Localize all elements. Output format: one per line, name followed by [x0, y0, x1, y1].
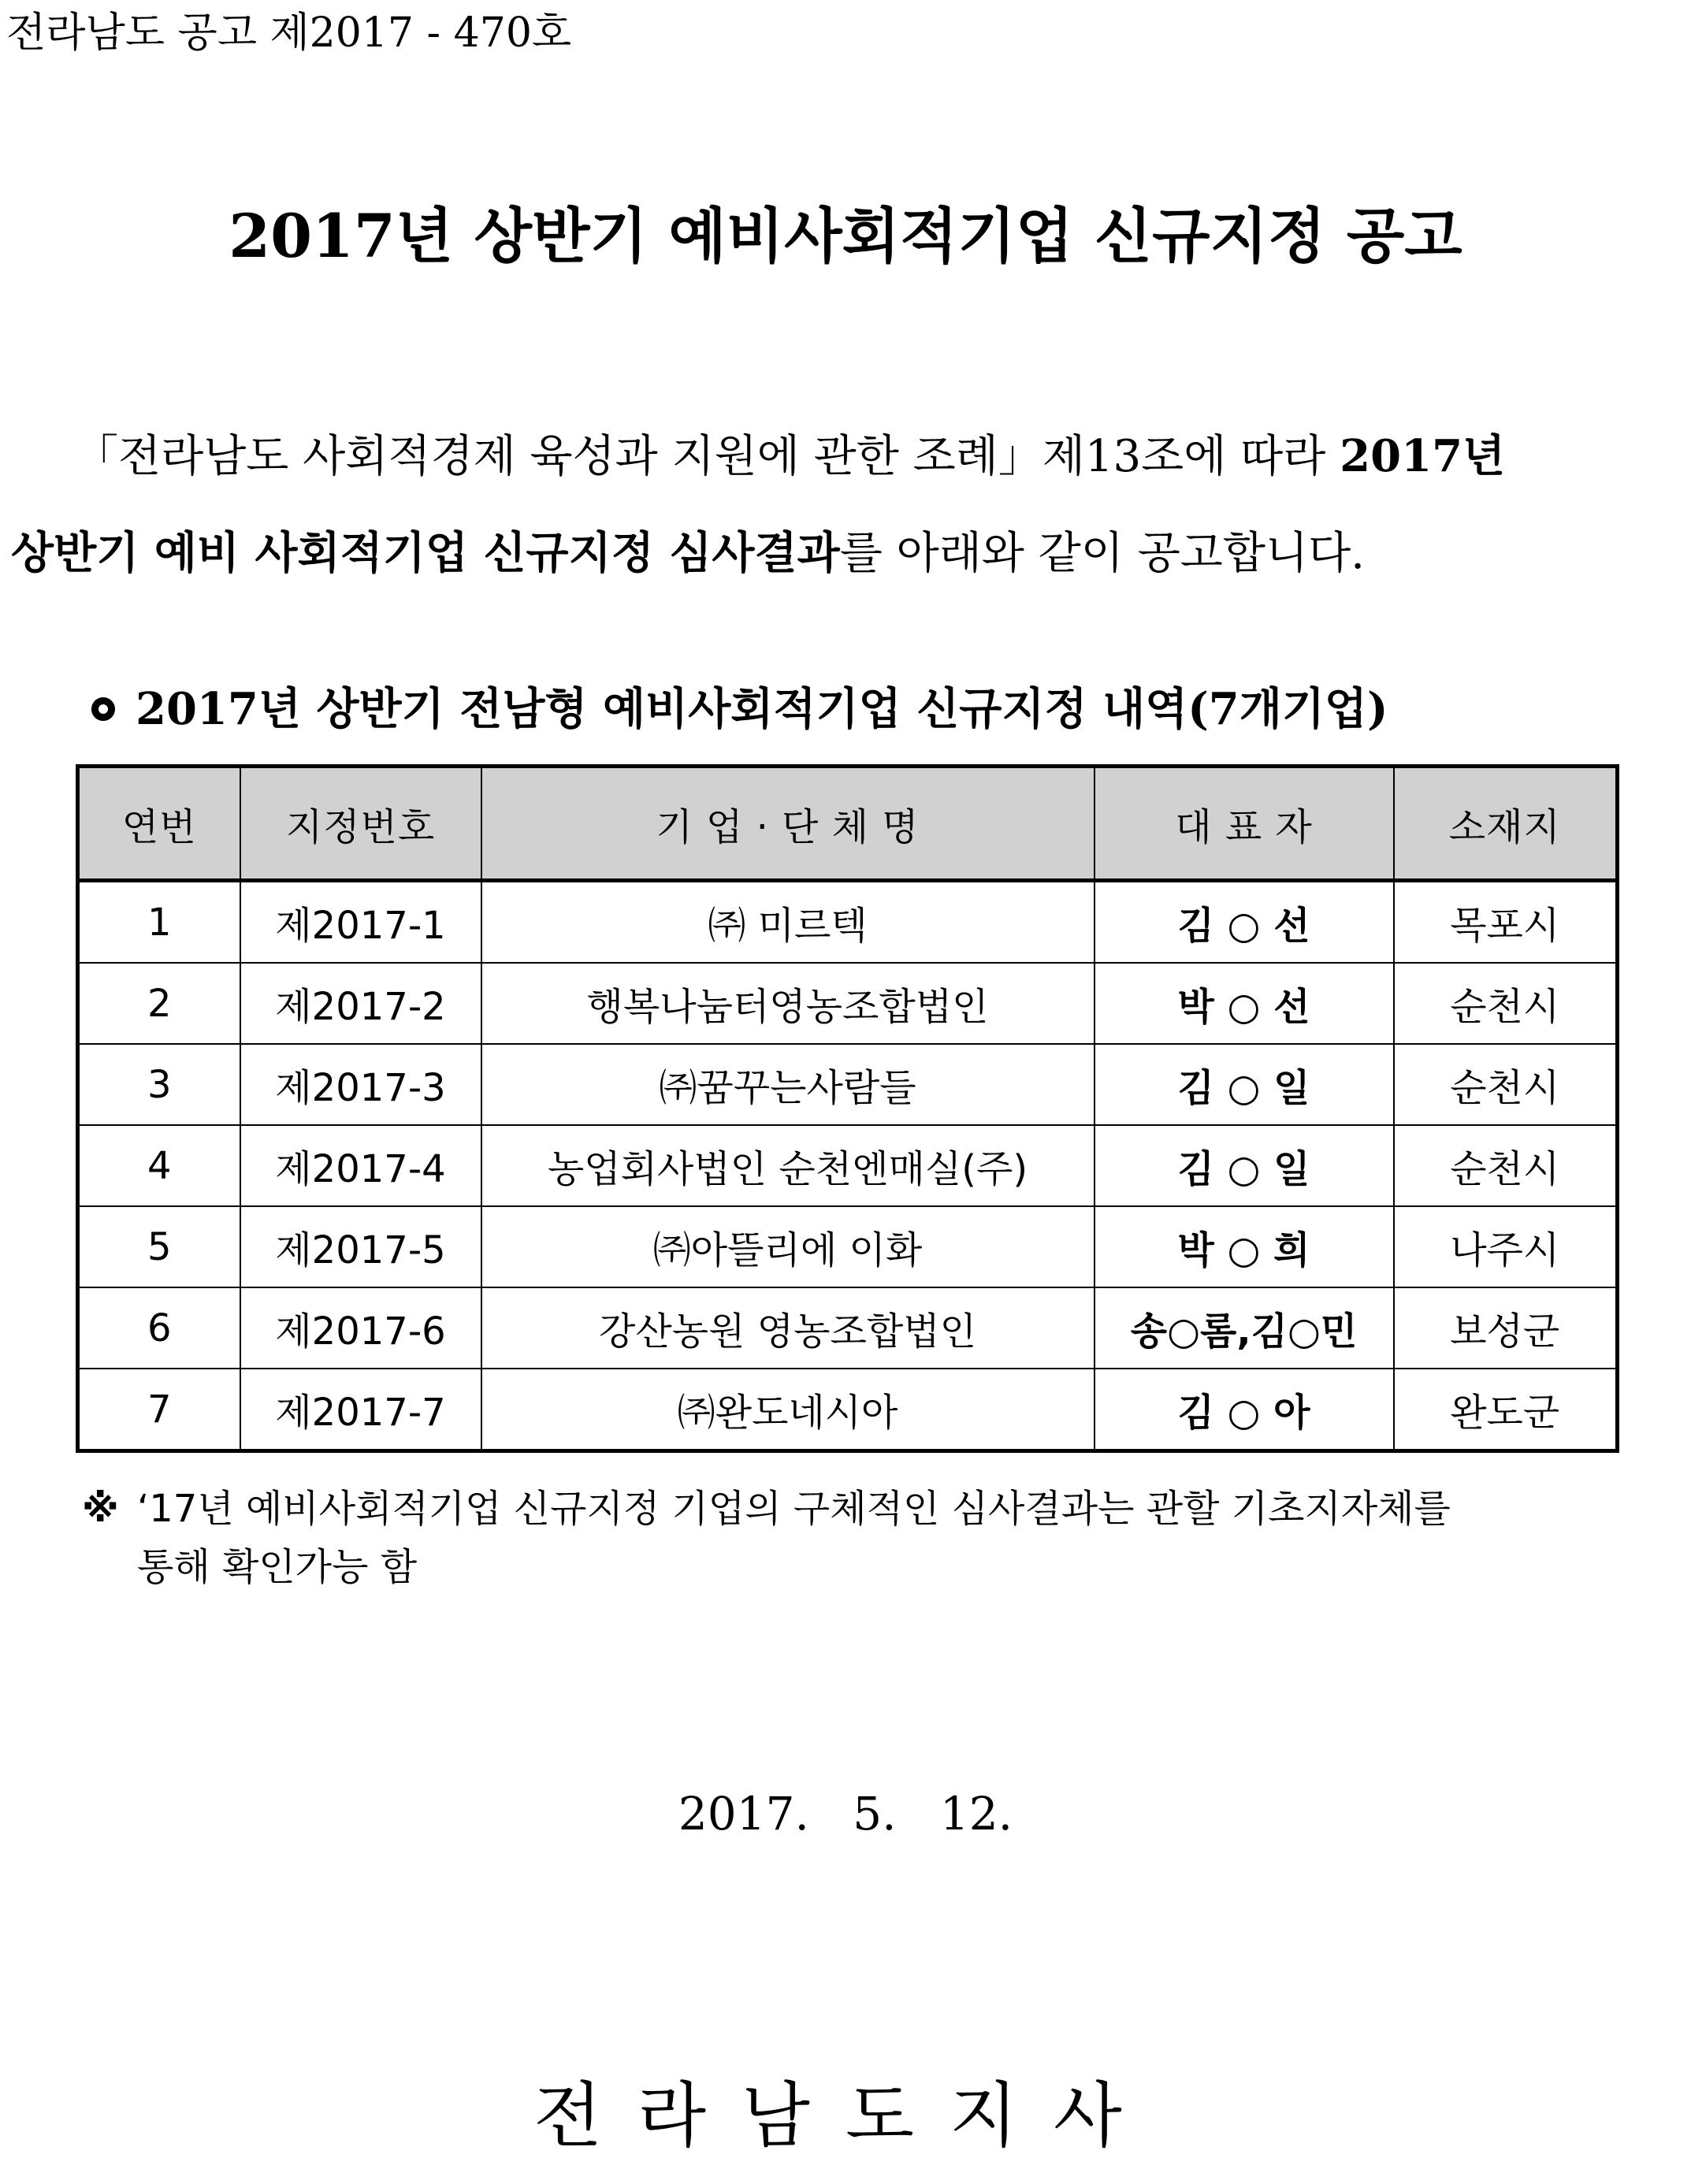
circle-bullet-icon	[91, 697, 115, 721]
cell-location: 순천시	[1394, 963, 1618, 1044]
footnote-text-1: ‘17년 예비사회적기업 신규지정 기업의 구체적인 심사결과는 관할 기초지자체를	[137, 1487, 1451, 1531]
cell-representative: 김 ○ 일	[1095, 1125, 1394, 1206]
cell-representative: 김 ○ 선	[1095, 881, 1394, 964]
table-row	[78, 963, 1618, 1044]
footnote-line-1	[82, 1480, 1451, 1538]
cell-serial: 1	[78, 881, 240, 964]
cell-organization-name: 행복나눔터영농조합법인	[481, 963, 1095, 1044]
table-row	[78, 1369, 1618, 1451]
cell-location: 순천시	[1394, 1044, 1618, 1125]
cell-designation-number: 제2017-5	[240, 1206, 481, 1287]
issuer-signature: 전라남도지사	[533, 2074, 1158, 2157]
cell-location: 보성군	[1394, 1287, 1618, 1369]
cell-serial: 5	[78, 1206, 240, 1287]
cell-location: 나주시	[1394, 1206, 1618, 1287]
header-representative: 대 표 자	[1095, 767, 1394, 881]
intro-line-1	[11, 408, 1682, 505]
cell-designation-number: 제2017-3	[240, 1044, 481, 1125]
header-designation-number: 지정번호	[240, 767, 481, 881]
cell-representative: 박 ○ 선	[1095, 963, 1394, 1044]
footnote-line-2: 통해 확인가능 함	[137, 1545, 418, 1589]
cell-organization-name: 농업회사법인 순천엔매실(주)	[481, 1125, 1095, 1206]
intro-line-2-text: 를 아래와 같이 공고합니다.	[839, 528, 1365, 579]
intro-line-2	[11, 505, 1682, 602]
cell-representative: 김 ○ 아	[1095, 1369, 1394, 1451]
header-location: 소재지	[1394, 767, 1618, 881]
reference-mark-icon: ※	[82, 1487, 119, 1531]
notice-date-text: 2017. 5. 12.	[678, 1787, 1013, 1840]
table-row	[78, 1287, 1618, 1369]
cell-location: 목포시	[1394, 881, 1618, 964]
table-row	[78, 1044, 1618, 1125]
cell-representative: 송○롬,김○민	[1095, 1287, 1394, 1369]
notice-number: 전라남도 공고 제2017 - 470호	[6, 9, 572, 57]
intro-paragraph	[11, 408, 1682, 602]
cell-organization-name: ㈜아뜰리에 이화	[481, 1206, 1095, 1287]
intro-line-2-bold: 상반기 예비 사회적기업 신규지정 심사결과	[11, 527, 840, 579]
section-heading-text: 2017년 상반기 전남형 예비사회적기업 신규지정 내역(7개기업)	[136, 683, 1388, 735]
notice-date	[0, 1782, 1691, 1845]
cell-organization-name: ㈜ 미르텍	[481, 881, 1095, 964]
table-row	[78, 881, 1618, 964]
designation-table	[76, 764, 1619, 1453]
cell-serial: 2	[78, 963, 240, 1044]
cell-designation-number: 제2017-4	[240, 1125, 481, 1206]
table-header-row	[78, 767, 1618, 881]
cell-designation-number: 제2017-7	[240, 1369, 481, 1451]
cell-organization-name: ㈜완도네시아	[481, 1369, 1095, 1451]
cell-designation-number: 제2017-2	[240, 963, 481, 1044]
cell-representative: 김 ○ 일	[1095, 1044, 1394, 1125]
table-row	[78, 1125, 1618, 1206]
cell-organization-name: 강산농원 영농조합법인	[481, 1287, 1095, 1369]
intro-line-1-text: 「전라남도 사회적경제 육성과 지원에 관한 조례」제13조에 따라	[74, 431, 1340, 482]
cell-location: 완도군	[1394, 1369, 1618, 1451]
cell-designation-number: 제2017-1	[240, 881, 481, 964]
intro-line-1-bold: 2017년	[1340, 430, 1506, 482]
page-title: 2017년 상반기 예비사회적기업 신규지정 공고	[229, 201, 1462, 271]
cell-location: 순천시	[1394, 1125, 1618, 1206]
cell-serial: 7	[78, 1369, 240, 1451]
cell-serial: 3	[78, 1044, 240, 1125]
cell-serial: 4	[78, 1125, 240, 1206]
cell-serial: 6	[78, 1287, 240, 1369]
cell-designation-number: 제2017-6	[240, 1287, 481, 1369]
cell-organization-name: ㈜꿈꾸는사람들	[481, 1044, 1095, 1125]
cell-representative: 박 ○ 희	[1095, 1206, 1394, 1287]
section-heading	[91, 679, 1388, 739]
footnote	[82, 1480, 1451, 1596]
table-row	[78, 1206, 1618, 1287]
header-organization-name: 기 업 · 단 체 명	[481, 767, 1095, 881]
header-serial: 연번	[78, 767, 240, 881]
